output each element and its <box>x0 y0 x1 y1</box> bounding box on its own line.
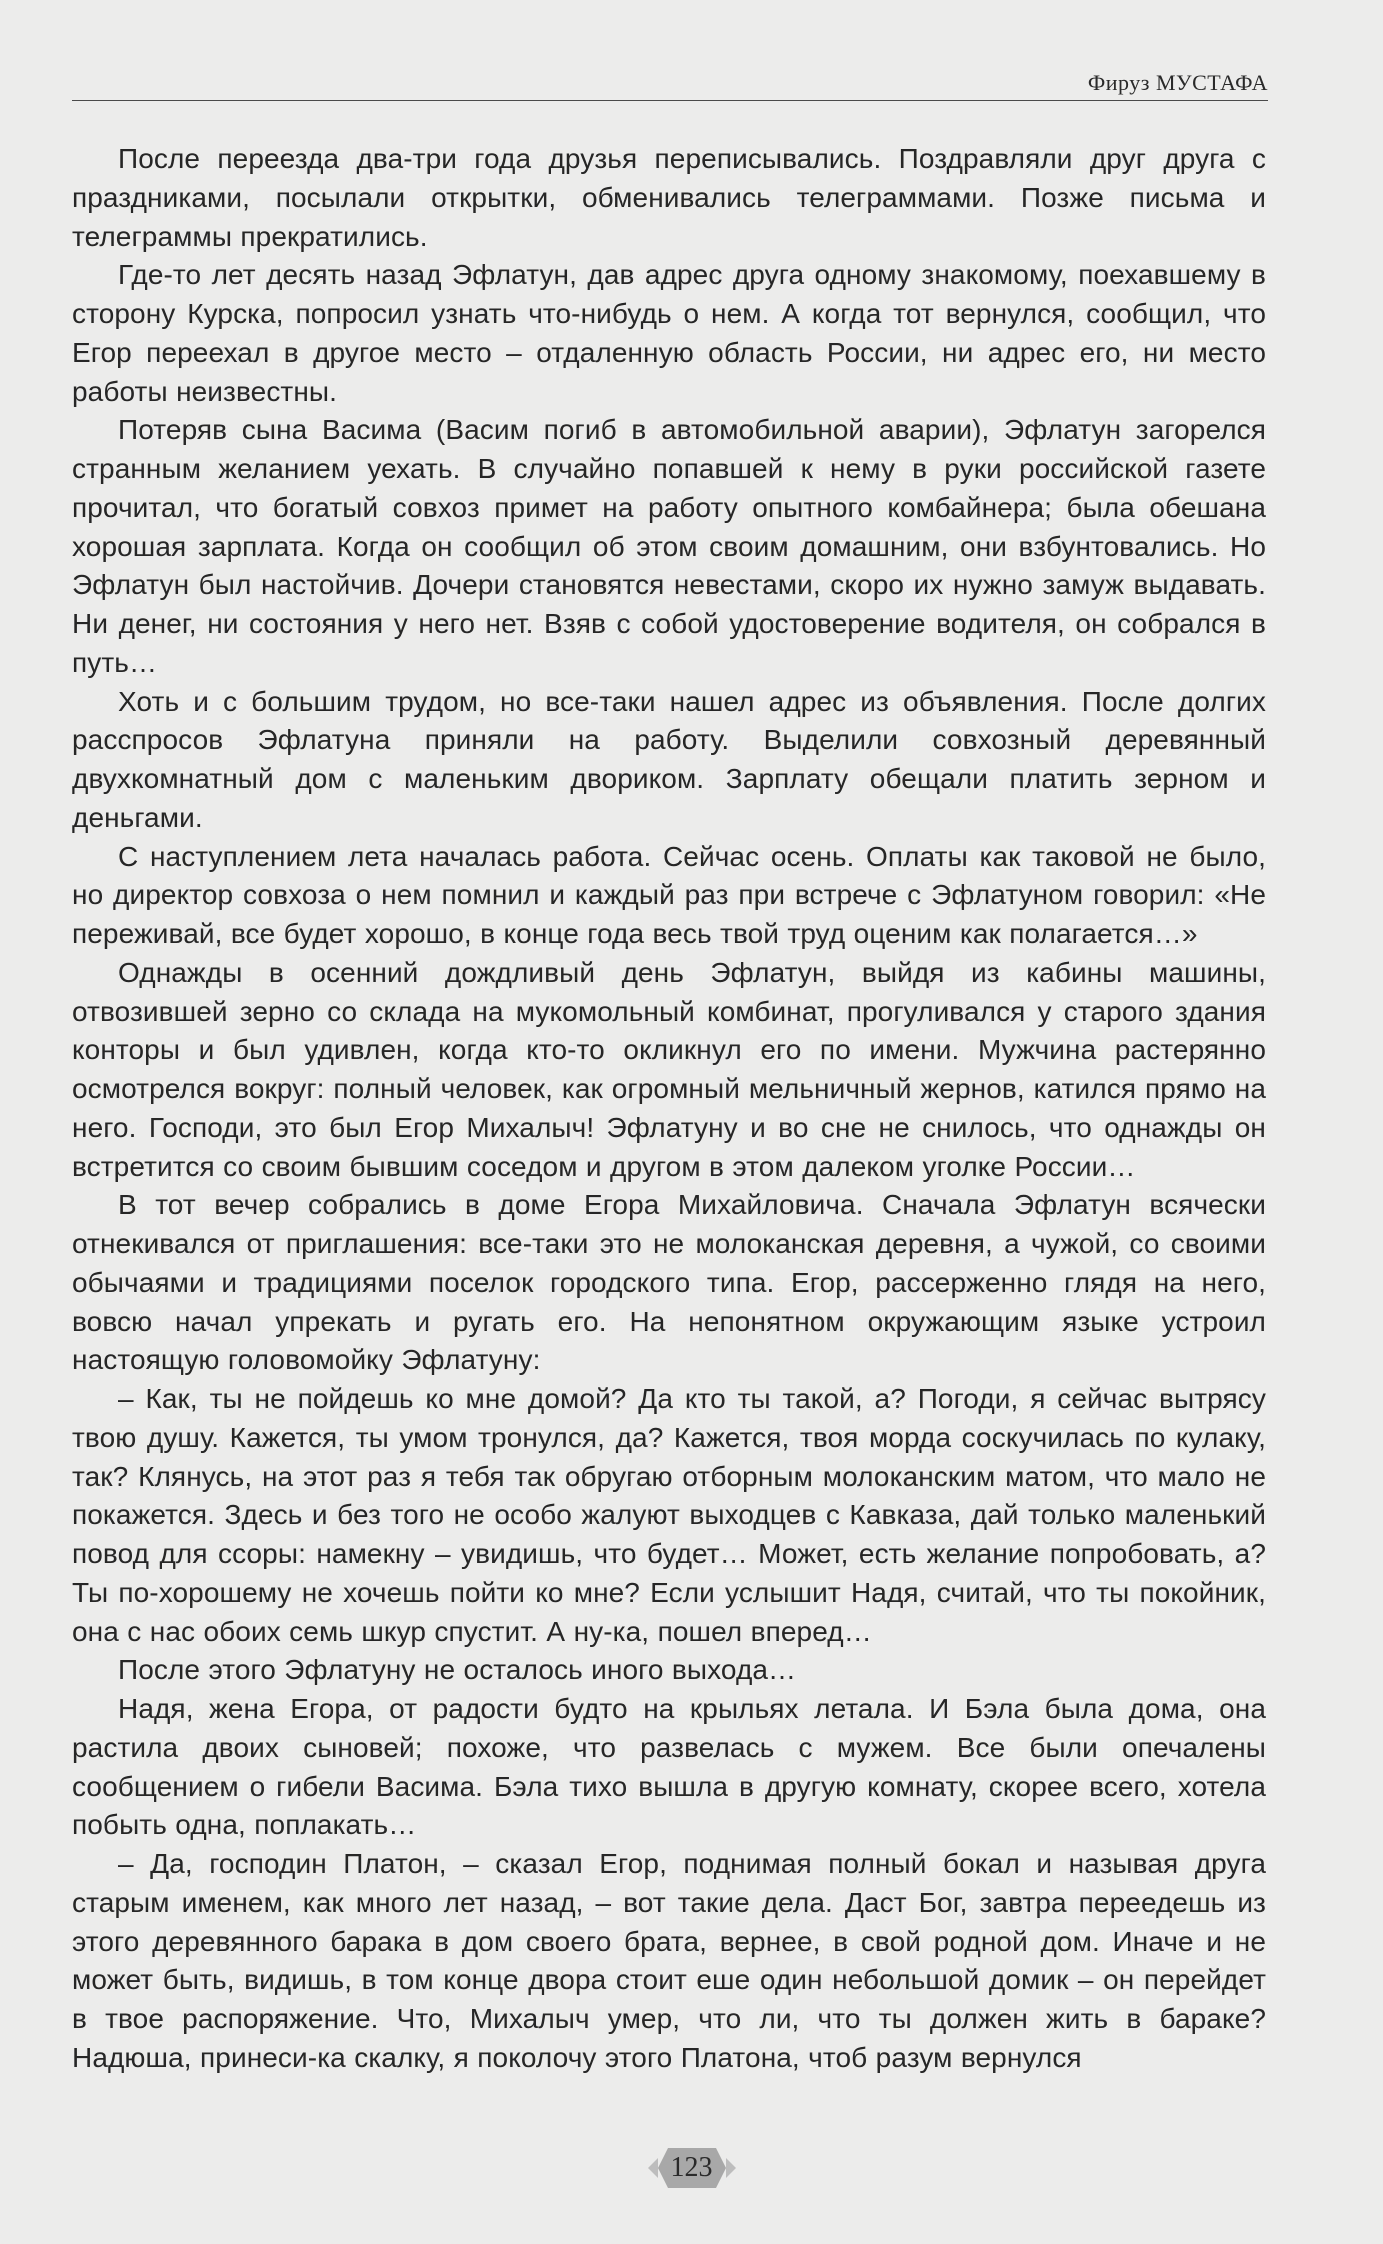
paragraph: – Да, господин Платон, – сказал Егор, поднимая полный бокал и называя друга старым именем, как много лет назад, – вот такие дела. Даст Бог, завтра переедешь из этого деревянного барака в дом своего брата, вернее, в свой родной дом. Иначе и не может быть, видишь, в том конце двора стоит еше один небольшой домик – он перейдет в твое распоряжение. Что, Михалыч умер, что ли, что ты должен жить в бараке? Надюша, принеси-ка скалку, я поколочу этого Платона, чтоб разум вернулся <box>72 1848 1266 2073</box>
paragraph: После переезда два-три года друзья переписывались. Поздравляли друг друга с праздниками, посылали открытки, обменивались телеграммами. Позже письма и телеграммы прекратились. <box>72 143 1266 252</box>
body-text <box>72 140 1266 2078</box>
running-title: Фируз МУСТАФА <box>1087 70 1268 95</box>
paragraph: – Как, ты не пойдешь ко мне домой? Да кто ты такой, а? Погоди, я сейчас вытрясу твою душу. Кажется, ты умом тронулся, да? Кажется, твоя морда соскучилась по кулаку, так? Клянусь, на этот раз я тебя так обругаю отборным молоканским матом, что мало не покажется. Здесь и без того не особо жалуют выходцев с Кавказа, дай только маленький повод для ссоры: намекну – увидишь, что будет… Может, есть желание попробовать, а? Ты по-хорошему не хочешь пойти ко мне? Если услышит Надя, считай, что ты покойник, она с нас обоих семь шкур спустит. А ну-ка, пошел вперед… <box>72 1383 1266 1647</box>
paragraph: Где-то лет десять назад Эфлатун, дав адрес друга одному знакомому, поехавшему в сторону Курска, попросил узнать что-нибудь о нем. А когда тот вернулся, сообщил, что Егор переехал в другое место – отдаленную область России, ни адрес его, ни место работы неизвестны. <box>72 259 1266 407</box>
paragraph: После этого Эфлатуну не осталось иного выхода… <box>118 1654 797 1686</box>
page-number-ornament <box>644 2138 740 2198</box>
paragraph: В тот вечер собрались в доме Егора Михайловича. Сначала Эфлатун всячески отнекивался от приглашения: все-таки это не молоканская деревня, а чужой, со своими обычаями и традициями поселок городского типа. Егор, рассерженно глядя на него, вовсю начал упрекать и ругать его. На непонятном окружающим языке устроил настоящую головомойку Эфлатуну: <box>72 1189 1266 1376</box>
running-header <box>72 68 1268 101</box>
page-number: 123 <box>670 2152 713 2183</box>
paragraph: Надя, жена Егора, от радости будто на крыльях летала. И Бэла была дома, она растила двоих сыновей; похоже, что развелась с мужем. Все были опечалены сообщением о гибели Васима. Бэла тихо вышла в другую комнату, скорее всего, хотела побыть одна, поплакать… <box>72 1693 1266 1841</box>
paragraph: С наступлением лета началась работа. Сейчас осень. Оплаты как таковой не было, но директор совхоза о нем помнил и каждый раз при встрече с Эфлатуном говорил: «Не переживай, все будет хорошо, в конце года весь твой труд оценим как полагается…» <box>72 840 1266 949</box>
paragraph: Однажды в осенний дождливый день Эфлатун, выйдя из кабины машины, отвозившей зерно со склада на мукомольный комбинат, прогуливался у старого здания конторы и был удивлен, когда кто-то окликнул его по имени. Мужчина растерянно осмотрелся вокруг: полный человек, как огромный мельничный жернов, катился прямо на него. Господи, это был Егор Михалыч! Эфлатуну и во сне не снилось, что однажды он встретится со своим бывшим соседом и другом в этом далеком уголке России… <box>72 956 1266 1182</box>
paragraph: Хоть и с большим трудом, но все-таки нашел адрес из объявления. После долгих расспросов Эфлатуна приняли на работу. Выделили совхозный деревянный двухкомнатный дом с маленьким двориком. Зарплату обещали платить зерном и деньгами. <box>72 685 1266 833</box>
paragraph: Потеряв сына Васима (Васим погиб в автомобильной аварии), Эфлатун загорелся странным желанием уехать. В случайно попавшей к нему в руки российской газете прочитал, что богатый совхоз примет на работу опытного комбайнера; была обешана хорошая зарплата. Когда он сообщил об этом своим домашним, они взбунтовались. Но Эфлатун был настойчив. Дочери становятся невестами, скоро их нужно замуж выдавать. Ни денег, ни состояния у него нет. Взяв с собой удостоверение водителя, он собрался в путь… <box>72 414 1266 678</box>
